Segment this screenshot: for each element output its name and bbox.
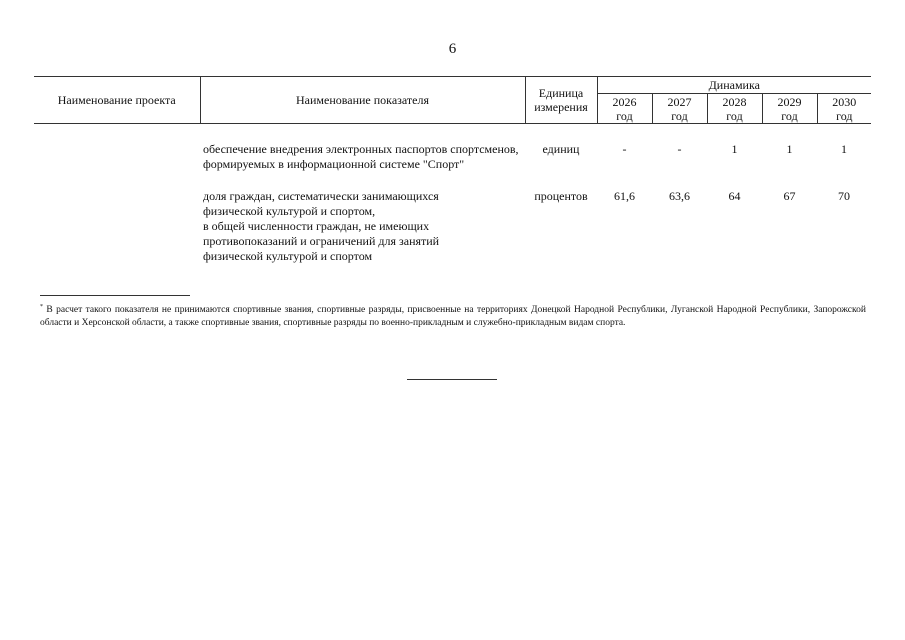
cell-value-2029: 1	[786, 142, 793, 156]
header-dynamics: Динамика	[597, 77, 871, 94]
cell-value-2030: 1	[841, 142, 848, 156]
header-year-2028: 2028 год	[707, 94, 762, 124]
cell-project	[34, 189, 200, 264]
end-of-document-rule	[407, 379, 497, 380]
cell-value-2027: 63,6	[669, 189, 690, 203]
table-row	[34, 142, 871, 172]
header-year-2029: 2029 год	[762, 94, 817, 124]
cell-unit: процентов	[534, 189, 588, 203]
page-number: 6	[448, 41, 457, 57]
cell-value-2026: -	[622, 142, 627, 156]
indicator-line: противопоказаний и ограничений для занятий	[203, 234, 440, 248]
cell-indicator: обеспечение внедрения электронных паспортов спортсменов, формируемых в информационной системе "Спорт"	[203, 142, 519, 171]
cell-value-2027: -	[677, 142, 682, 156]
header-indicator-name: Наименование показателя	[200, 77, 525, 124]
cell-value-2029: 67	[783, 189, 796, 203]
header-year-2030: 2030 год	[817, 94, 871, 124]
cell-value-2026: 61,6	[614, 189, 635, 203]
indicators-table-container	[34, 76, 871, 264]
footnote-marker: *	[40, 303, 43, 310]
cell-value-2030: 70	[838, 189, 851, 203]
cell-value-2028: 64	[728, 189, 741, 203]
indicator-line: доля граждан, систематически занимающихся	[203, 189, 439, 203]
indicator-line: физической культурой и спортом,	[203, 204, 376, 218]
cell-value-2028: 1	[731, 142, 738, 156]
indicator-line: в общей численности граждан, не имеющих	[203, 219, 430, 233]
cell-indicator	[200, 189, 525, 264]
header-year-2026: 2026 год	[597, 94, 652, 124]
table-row	[34, 189, 871, 264]
header-unit	[525, 77, 597, 124]
header-project-name: Наименование проекта	[34, 77, 200, 124]
header-year-2027: 2027 год	[652, 94, 707, 124]
cell-project	[34, 142, 200, 172]
header-unit-label: Единица измерения	[534, 86, 588, 114]
footnote	[40, 304, 866, 330]
cell-unit: единиц	[542, 142, 580, 156]
footnote-separator	[40, 295, 190, 296]
indicator-line: физической культурой и спортом	[203, 249, 373, 263]
indicators-table	[34, 76, 871, 264]
footnote-text: В расчет такого показателя не принимаются спортивные звания, спортивные разряды, присвоенные на территориях Донецкой Народной Республики, Луганской Народной Республики, Запорожской области и Херсонской области, а также спортивные звания, спортивные разряды по военно-прикладным и служебно-прикладным видам спорта.	[40, 305, 866, 328]
